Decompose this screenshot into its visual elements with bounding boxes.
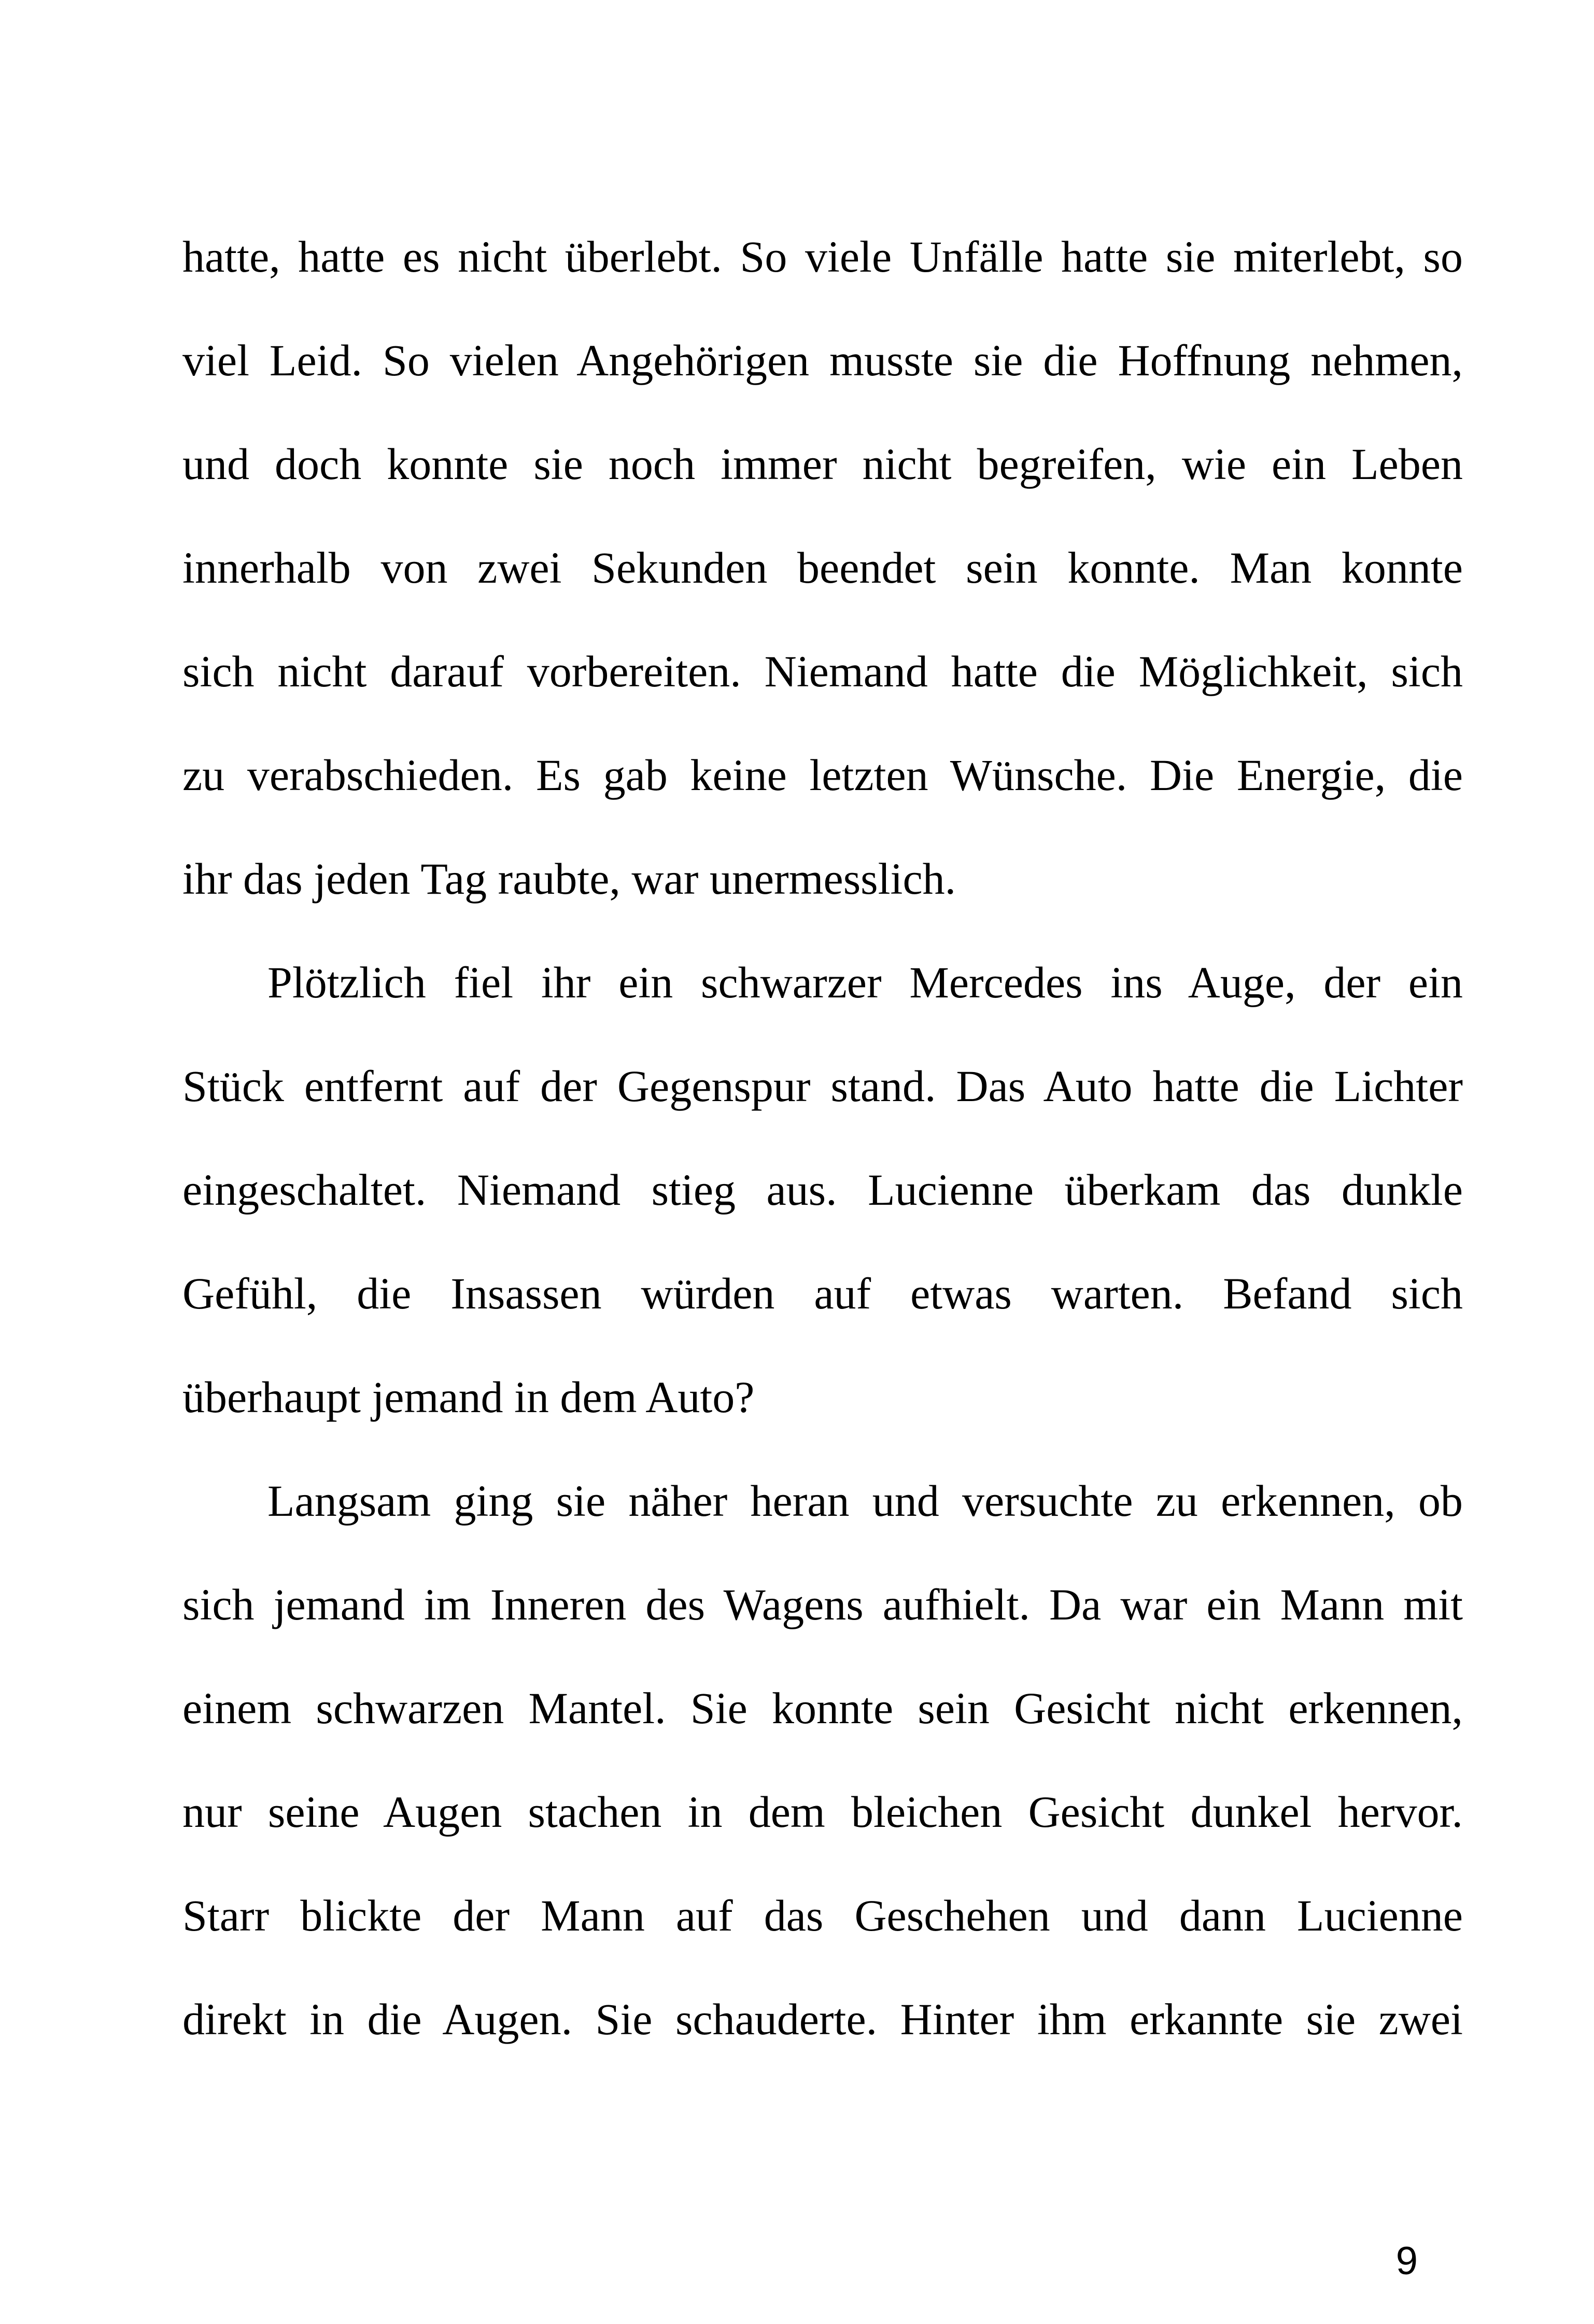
text-line-3: und doch konnte sie noch immer nicht begreifen, wie ein Leben xyxy=(182,439,1463,489)
text-line-11: Gefühl, die Insassen würden auf etwas warten. Befand sich xyxy=(182,1269,1463,1318)
text-line-7: ihr das jeden Tag raubte, war unermesslich. xyxy=(182,854,956,904)
text-line-10: eingeschaltet. Niemand stieg aus. Lucienne überkam das dunkle xyxy=(182,1165,1463,1215)
text-line-5: sich nicht darauf vorbereiten. Niemand hatte die Möglichkeit, sich xyxy=(182,646,1463,696)
text-line-2: viel Leid. So vielen Angehörigen musste sie die Hoffnung nehmen, xyxy=(182,335,1463,385)
page-number: 9 xyxy=(1395,2239,1418,2283)
text-line-4: innerhalb von zwei Sekunden beendet sein konnte. Man konnte xyxy=(182,543,1463,593)
text-line-9: Stück entfernt auf der Gegenspur stand. Das Auto hatte die Lichter xyxy=(182,1061,1463,1111)
text-line-14: sich jemand im Inneren des Wagens aufhielt. Da war ein Mann mit xyxy=(182,1580,1463,1629)
text-line-1: hatte, hatte es nicht überlebt. So viele Unfälle hatte sie miterlebt, so xyxy=(182,232,1463,281)
text-line-17: Starr blickte der Mann auf das Geschehen und dann Lucienne xyxy=(182,1891,1463,1940)
text-line-12: überhaupt jemand in dem Auto? xyxy=(182,1372,755,1422)
text-line-13: Langsam ging sie näher heran und versuchte zu erkennen, ob xyxy=(267,1476,1463,1526)
text-line-16: nur seine Augen stachen in dem bleichen Gesicht dunkel hervor. xyxy=(182,1787,1463,1837)
text-line-15: einem schwarzen Mantel. Sie konnte sein Gesicht nicht erkennen, xyxy=(182,1683,1463,1733)
text-line-8: Plötzlich fiel ihr ein schwarzer Mercedes ins Auge, der ein xyxy=(267,957,1463,1007)
text-line-18: direkt in die Augen. Sie schauderte. Hinter ihm erkannte sie zwei xyxy=(182,1994,1463,2044)
text-line-6: zu verabschieden. Es gab keine letzten Wünsche. Die Energie, die xyxy=(182,750,1463,800)
